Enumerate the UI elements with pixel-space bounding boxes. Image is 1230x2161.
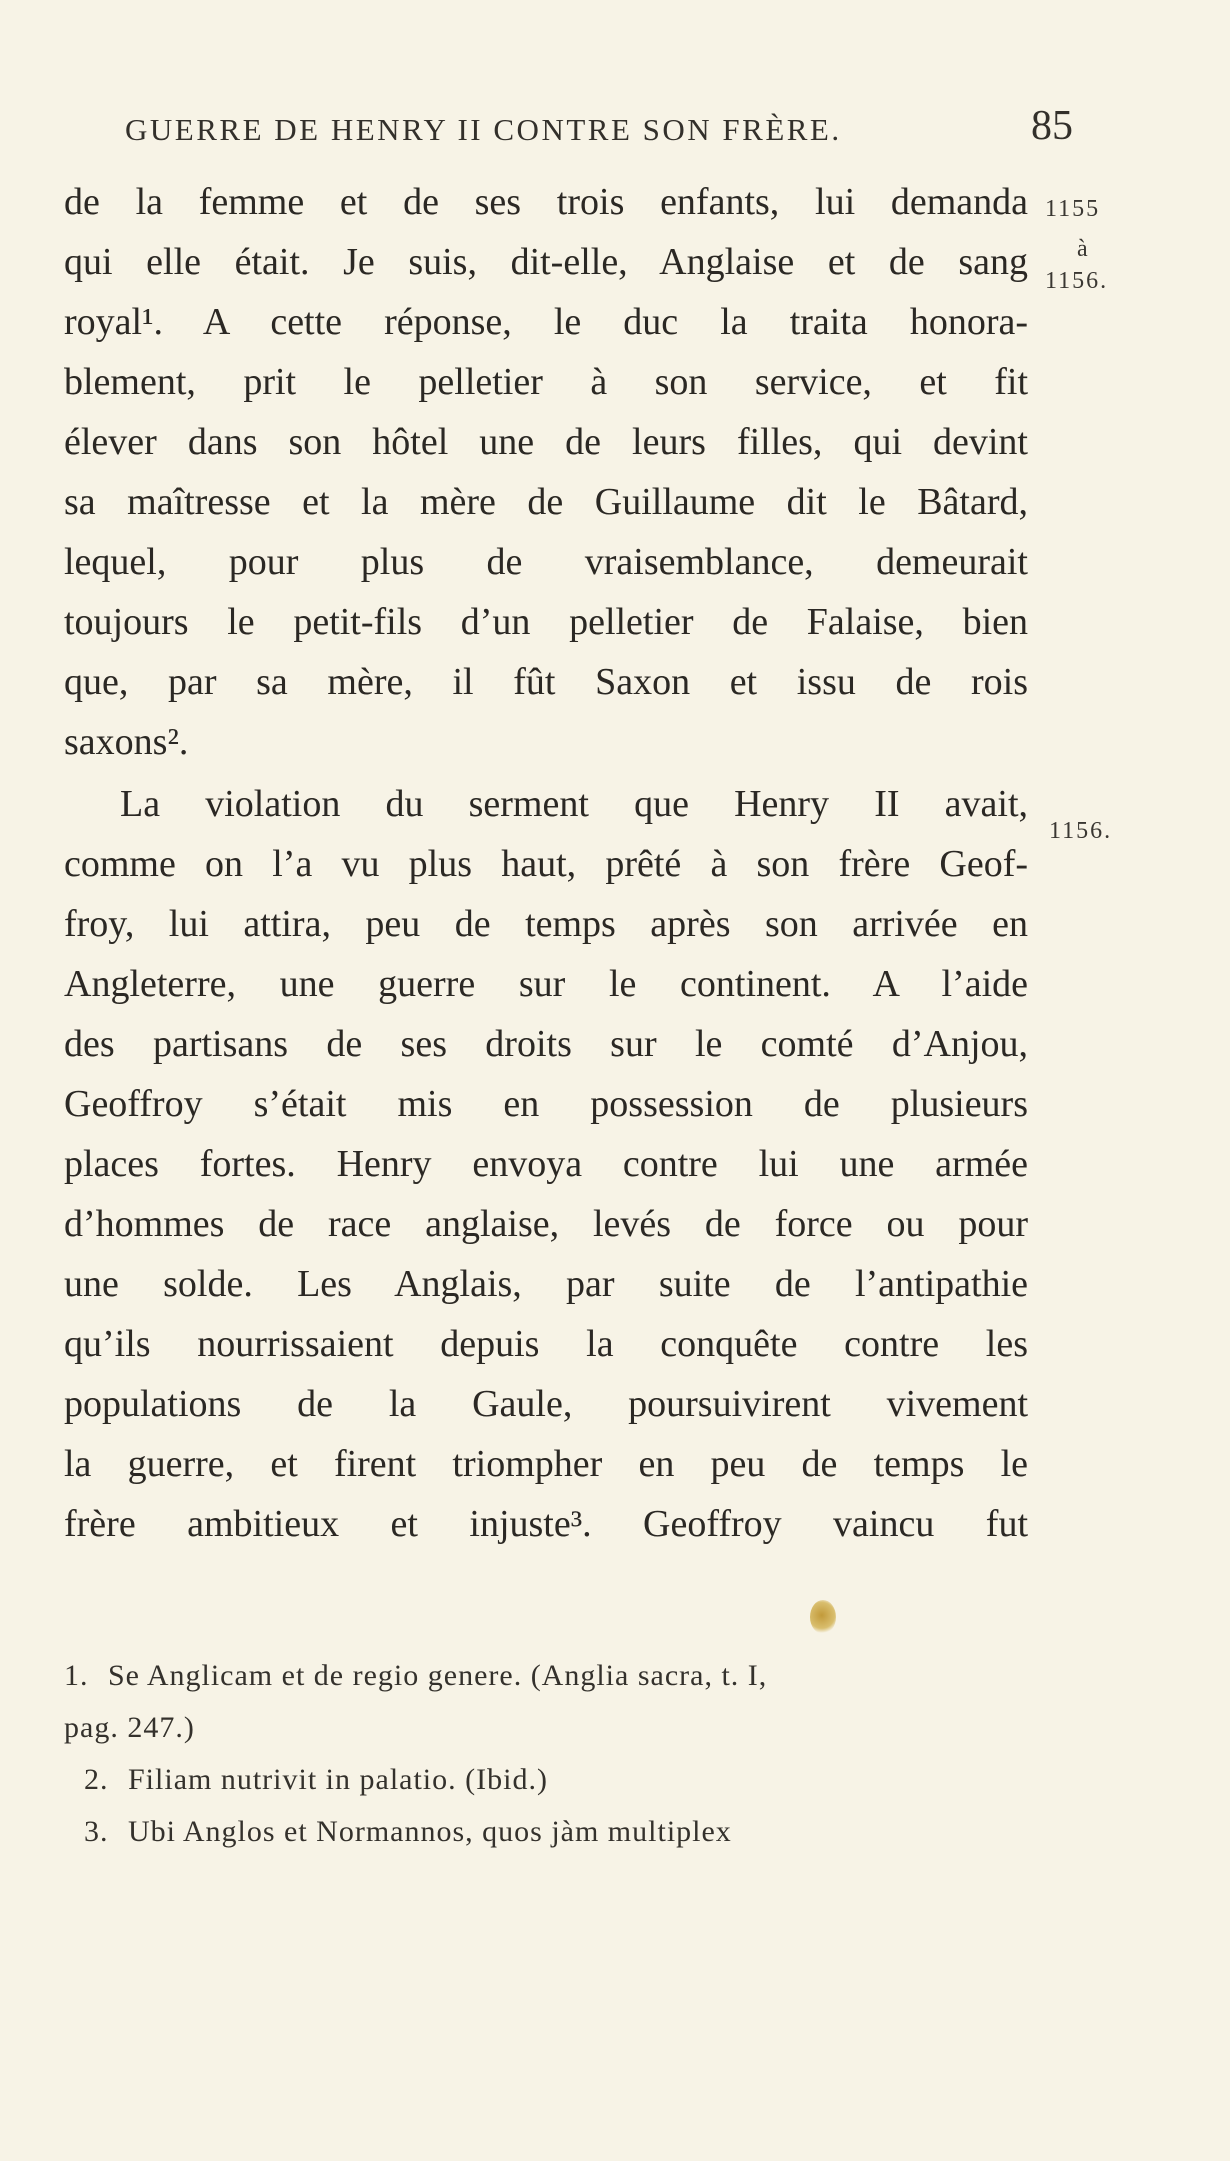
running-title: GUERRE DE HENRY II CONTRE SON FRÈRE. [125, 112, 842, 147]
text-line: populations de la Gaule, poursuivirent vivement [64, 1383, 1028, 1425]
text-line: élever dans son hôtel une de leurs filles, qui devint [64, 421, 1028, 463]
text-line: royal¹. A cette réponse, le duc la traita honora- [64, 301, 1028, 343]
text-line: de la femme et de ses trois enfants, lui demanda [64, 181, 1028, 223]
text-line: toujours le petit-fils d’un pelletier de Falaise, bien [64, 601, 1028, 643]
margin-date-connector: à [1077, 236, 1090, 262]
footnote-1 [64, 1650, 1024, 1702]
footnote-text: pag. 247.) [64, 1711, 195, 1744]
text-line: la guerre, et firent triompher en peu de temps le [64, 1443, 1028, 1485]
margin-date-start: 1155 [1045, 196, 1101, 222]
text-line: une solde. Les Anglais, par suite de l’antipathie [64, 1263, 1028, 1305]
text-line: qui elle était. Je suis, dit-elle, Anglaise et de sang [64, 241, 1028, 283]
text-line: Geoffroy s’était mis en possession de plusieurs [64, 1083, 1028, 1125]
text-line: lequel, pour plus de vraisemblance, demeurait [64, 541, 1028, 583]
paragraph-end-line: saxons². [64, 721, 189, 763]
footnote-3 [64, 1806, 1024, 1858]
footnote-number: 3. [84, 1815, 109, 1848]
paragraph-start-line: La violation du serment que Henry II avait, [120, 783, 1028, 825]
text-line: qu’ils nourrissaient depuis la conquête contre les [64, 1323, 1028, 1365]
margin-date-single: 1156. [1049, 818, 1113, 844]
page-number: 85 [1031, 103, 1073, 149]
text-line: frère ambitieux et injuste³. Geoffroy vaincu fut [64, 1503, 1028, 1545]
footnote-number: 1. [64, 1659, 89, 1692]
text-line: froy, lui attira, peu de temps après son arrivée en [64, 903, 1028, 945]
footnote-number: 2. [84, 1763, 109, 1796]
text-line: sa maîtresse et la mère de Guillaume dit le Bâtard, [64, 481, 1028, 523]
footnotes [64, 1650, 1024, 1858]
footnote-text: Filiam nutrivit in palatio. (Ibid.) [128, 1763, 548, 1796]
text-line: Angleterre, une guerre sur le continent. A l’aide [64, 963, 1028, 1005]
text-line: places fortes. Henry envoya contre lui une armée [64, 1143, 1028, 1185]
text-line: comme on l’a vu plus haut, prêté à son frère Geof- [64, 843, 1028, 885]
ink-blot [810, 1600, 836, 1634]
footnote-2 [64, 1754, 1024, 1806]
text-line: d’hommes de race anglaise, levés de force ou pour [64, 1203, 1028, 1245]
footnote-1-continuation [64, 1702, 1024, 1754]
footnote-text: Se Anglicam et de regio genere. (Anglia sacra, t. I, [108, 1659, 768, 1692]
body-text [64, 172, 1028, 1554]
text-line: que, par sa mère, il fût Saxon et issu de rois [64, 661, 1028, 703]
footnote-text: Ubi Anglos et Normannos, quos jàm multiplex [128, 1815, 732, 1848]
text-line: blement, prit le pelletier à son service, et fit [64, 361, 1028, 403]
running-head [125, 103, 1073, 149]
text-line: des partisans de ses droits sur le comté d’Anjou, [64, 1023, 1028, 1065]
margin-date-end: 1156. [1045, 268, 1109, 294]
